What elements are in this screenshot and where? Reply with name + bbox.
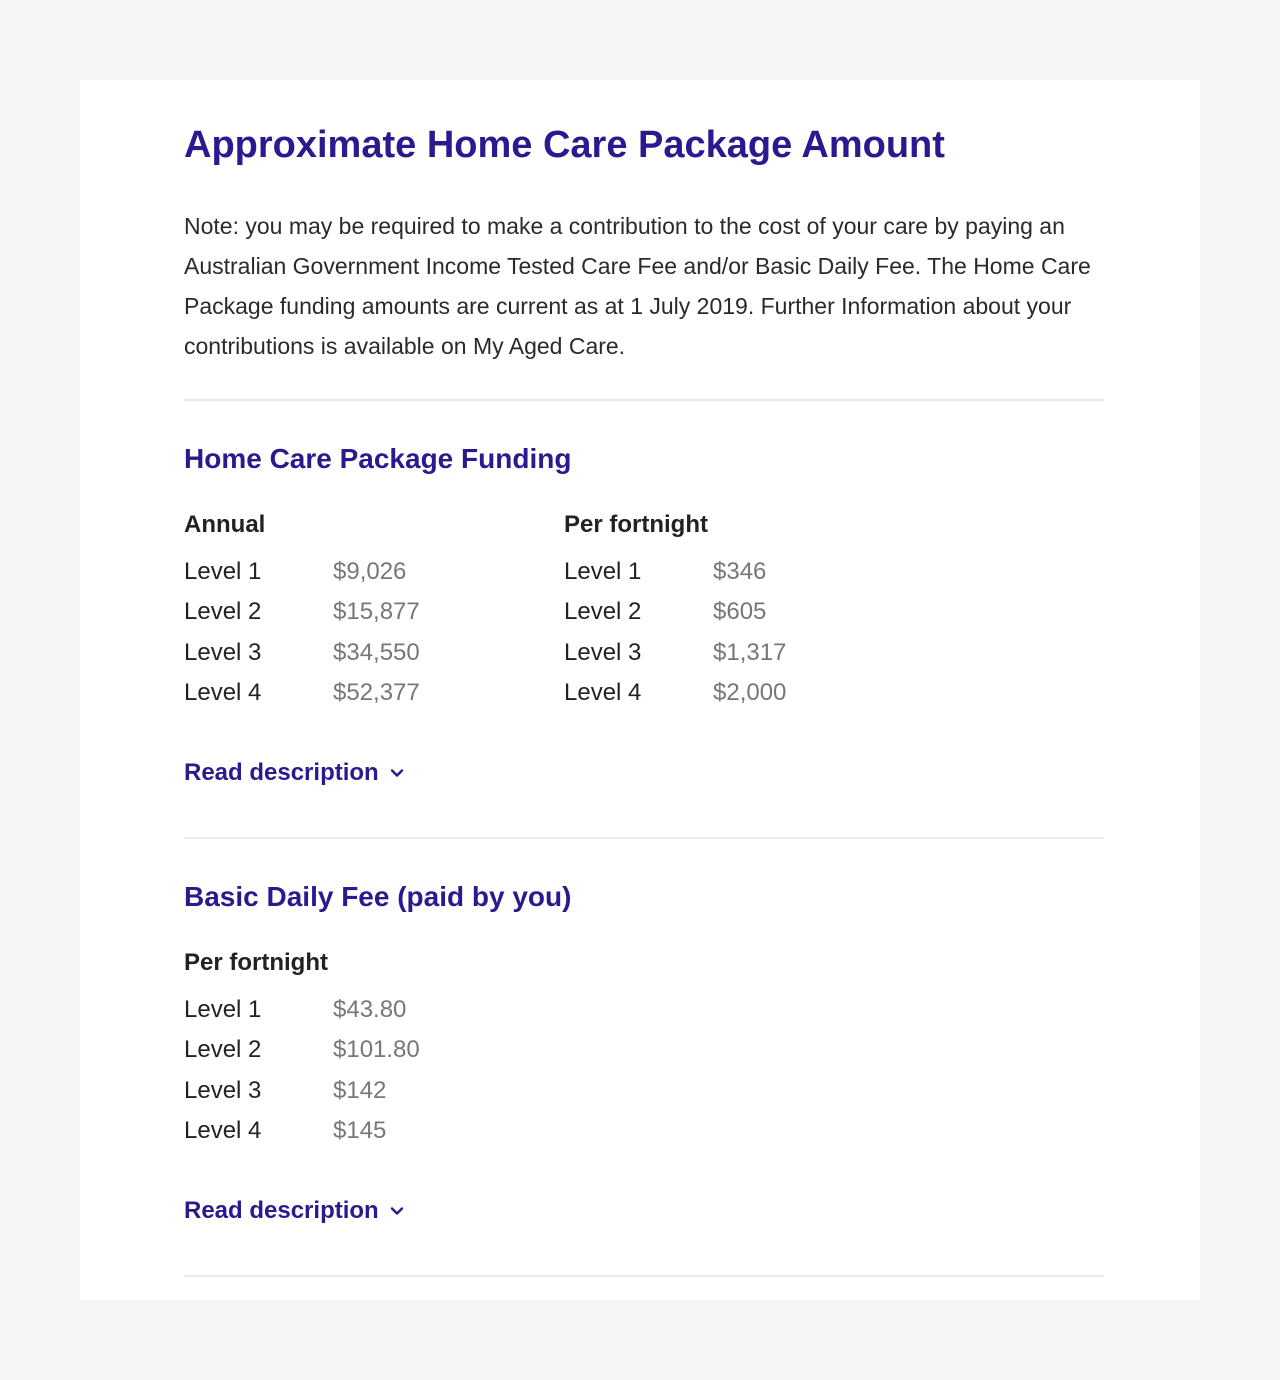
table-row	[184, 1071, 544, 1111]
amount-value: $101.80	[333, 1036, 420, 1064]
amount-value: $43.80	[333, 996, 407, 1024]
level-label: Level 1	[184, 558, 262, 586]
chevron-down-icon	[387, 1201, 407, 1221]
table-row	[564, 673, 924, 713]
table-row	[184, 1111, 544, 1151]
basic-fee-read-description-link[interactable]	[184, 1196, 407, 1226]
level-label: Level 3	[184, 638, 262, 666]
level-label: Level 2	[184, 598, 262, 626]
level-label: Level 2	[184, 1036, 262, 1064]
level-label: Level 4	[184, 1117, 262, 1145]
table-row	[184, 1030, 544, 1070]
level-label: Level 4	[184, 679, 262, 707]
level-label: Level 1	[184, 996, 262, 1024]
amount-value: $145	[333, 1117, 387, 1145]
chevron-down-icon	[387, 763, 407, 783]
amount-value: $1,317	[713, 638, 787, 666]
fortnight-column	[564, 510, 924, 713]
table-row	[564, 552, 924, 592]
intro-note: Note: you may be required to make a contribution to the cost of your care by paying an Australian Government Income Tested Care Fee and/or Basic Daily Fee. The Home Care Package funding amounts are current as at 1 July 2019. Further Information about your contributions is available on My Aged Care.	[184, 213, 1091, 359]
table-row	[184, 673, 544, 713]
table-row	[184, 990, 544, 1030]
annual-column	[184, 510, 544, 713]
level-label: Level 3	[184, 1076, 262, 1104]
level-label: Level 2	[564, 598, 642, 626]
level-label: Level 1	[564, 558, 642, 586]
divider-1	[184, 399, 1104, 401]
amount-value: $2,000	[713, 679, 787, 707]
funding-read-description-link[interactable]	[184, 758, 407, 788]
read-description-label: Read description	[184, 759, 379, 786]
amount-value: $34,550	[333, 638, 420, 666]
amount-value: $605	[713, 598, 767, 626]
level-label: Level 4	[564, 679, 642, 707]
table-row	[184, 552, 544, 592]
amount-value: $15,877	[333, 598, 420, 626]
level-label: Level 3	[564, 638, 642, 666]
table-row	[564, 633, 924, 673]
table-row	[184, 592, 544, 632]
content-card	[80, 80, 1200, 1300]
basic-fee-section-title: Basic Daily Fee (paid by you)	[184, 881, 572, 912]
divider-3	[184, 1275, 1104, 1277]
basic-fee-fortnight-column	[184, 948, 544, 1151]
divider-2	[184, 837, 1104, 839]
fortnight-heading: Per fortnight	[564, 511, 708, 538]
page-title: Approximate Home Care Package Amount	[184, 124, 945, 166]
table-row	[184, 633, 544, 673]
table-row	[564, 592, 924, 632]
amount-value: $9,026	[333, 558, 407, 586]
amount-value: $346	[713, 558, 767, 586]
amount-value: $142	[333, 1076, 387, 1104]
basic-fee-fortnight-heading: Per fortnight	[184, 949, 328, 976]
annual-heading: Annual	[184, 511, 266, 538]
read-description-label: Read description	[184, 1197, 379, 1224]
funding-section-title: Home Care Package Funding	[184, 443, 572, 474]
amount-value: $52,377	[333, 679, 420, 707]
